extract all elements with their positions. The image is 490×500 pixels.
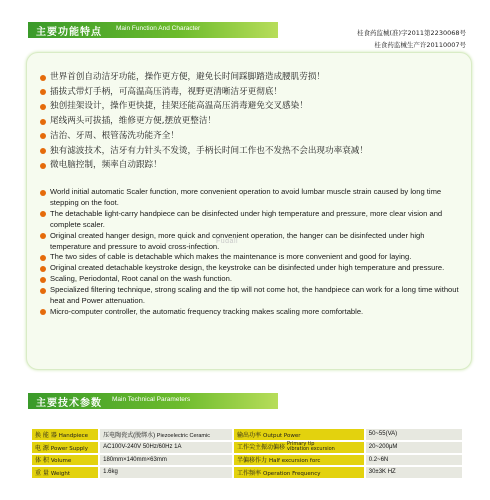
bullet-icon	[40, 288, 46, 294]
feature-item-zh: 洁治、牙周、根管荡洗功能齐全！	[40, 129, 460, 144]
bullet-icon	[40, 119, 46, 125]
feature-item-en: Original created detachable keystroke design, the keystroke can be disinfected under high temperature and pressure.	[40, 263, 460, 274]
feature-item-zh: 微电脑控制，频率自动跟踪！	[40, 158, 460, 173]
spec-label: 输出功率 Output Power	[234, 429, 366, 440]
spec-label: 重 量 Weight	[32, 467, 100, 478]
feature-item-en: World initial automatic Scaler function, more convenient operation to avoid lumbar muscle strain caused by long time stepping on the foot.	[40, 187, 460, 209]
section-title-en: Main Technical Parameters	[112, 396, 191, 403]
bullet-icon	[40, 89, 46, 95]
bullet-icon	[40, 211, 46, 217]
specs-table	[32, 427, 464, 480]
bullet-icon	[40, 148, 46, 154]
bullet-icon	[40, 75, 46, 81]
spec-label: 电 源 Power Supply	[32, 442, 100, 453]
spec-value: AC100V-240V 50Hz/60Hz 1A	[100, 442, 234, 453]
registration-number-1: 桂食药监械(准)字2011第2230068号	[356, 29, 466, 37]
feature-item-en: Original created hanger design, more quick and convenient operation, the hanger can be disinfected under high temperature and pressure to avoid cross-infection.	[40, 231, 460, 253]
feature-item-zh: 世界首创自动洁牙功能，操作更方便，避免长时间踩脚踏造成腰肌劳损！	[40, 70, 460, 85]
feature-item-en: Scaling, Periodontal, Root canal on the wash function.	[40, 274, 460, 285]
spec-value: 20~200μM	[366, 442, 464, 453]
spec-value: 180mm×140mm×63mm	[100, 455, 234, 466]
spec-value: 50~55(VA)	[366, 429, 464, 440]
spec-value: 30±3K HZ	[366, 467, 464, 478]
bullet-icon	[40, 163, 46, 169]
feature-item-zh: 插拔式带灯手柄，可高温高压消毒，视野更清晰洁牙更彻底！	[40, 85, 460, 100]
feature-item-en: Micro-computer controller, the automatic frequency tracking makes scaling more comfortable.	[40, 307, 460, 318]
bullet-icon	[40, 309, 46, 315]
feature-item-en: The detachable light-carry handpiece can be disinfected under high temperature and pressure, more clear vision and complete scaler.	[40, 209, 460, 231]
features-list-en	[40, 187, 460, 318]
feature-item-zh: 尾线两头可拔插，维修更方便,摆放更整洁！	[40, 114, 460, 129]
section-header-main-function	[28, 22, 278, 38]
section-title-en: Main Function And Character	[116, 25, 201, 32]
feature-item-zh: 独创挂架设计，操作更快捷，挂架还能高温高压消毒避免交叉感染！	[40, 99, 460, 114]
section-title-zh: 主要技术参数	[36, 398, 102, 409]
spec-value: 0.2~6N	[366, 455, 464, 466]
section-title-zh: 主要功能特点	[36, 27, 102, 38]
spec-label: 半偏移作力 Half excursion forc	[234, 455, 366, 466]
bullet-icon	[40, 277, 46, 283]
spec-value: 1.6kg	[100, 467, 234, 478]
spec-label: 工作尖主振动偏移 Primary tip vibration excursion	[234, 442, 366, 453]
bullet-icon	[40, 104, 46, 110]
table-row	[32, 455, 464, 466]
bullet-icon	[40, 266, 46, 272]
feature-item-en: The two sides of cable is detachable which makes the maintenance is more convenient and good for laying.	[40, 252, 460, 263]
watermark: Fudall	[216, 238, 239, 245]
spec-label: 工作频率 Operation Frequency	[234, 467, 366, 478]
bullet-icon	[40, 190, 46, 196]
table-row	[32, 442, 464, 453]
bullet-icon	[40, 133, 46, 139]
bullet-icon	[40, 233, 46, 239]
features-list-zh	[40, 70, 460, 173]
section-header-technical-parameters	[28, 393, 278, 409]
spec-value: 压电陶瓷式(脱绑水) Piezoelectric Ceramic	[100, 429, 234, 440]
spec-label: 换 能 器 Handpiece	[32, 429, 100, 440]
table-row	[32, 429, 464, 440]
feature-item-en: Specialized filtering technique, strong scaling and the tip will not come hot, the handpiece can work for a long time without heat and Power attenuation.	[40, 285, 460, 307]
registration-number-2: 桂食药监械生产许20110007号	[374, 41, 466, 49]
bullet-icon	[40, 255, 46, 261]
feature-item-zh: 独有滤波技术，洁牙有力针头不发烫，手柄长时间工作也不发热不会出现功率衰减！	[40, 144, 460, 159]
spec-label: 体 积 Volume	[32, 455, 100, 466]
table-row	[32, 467, 464, 478]
